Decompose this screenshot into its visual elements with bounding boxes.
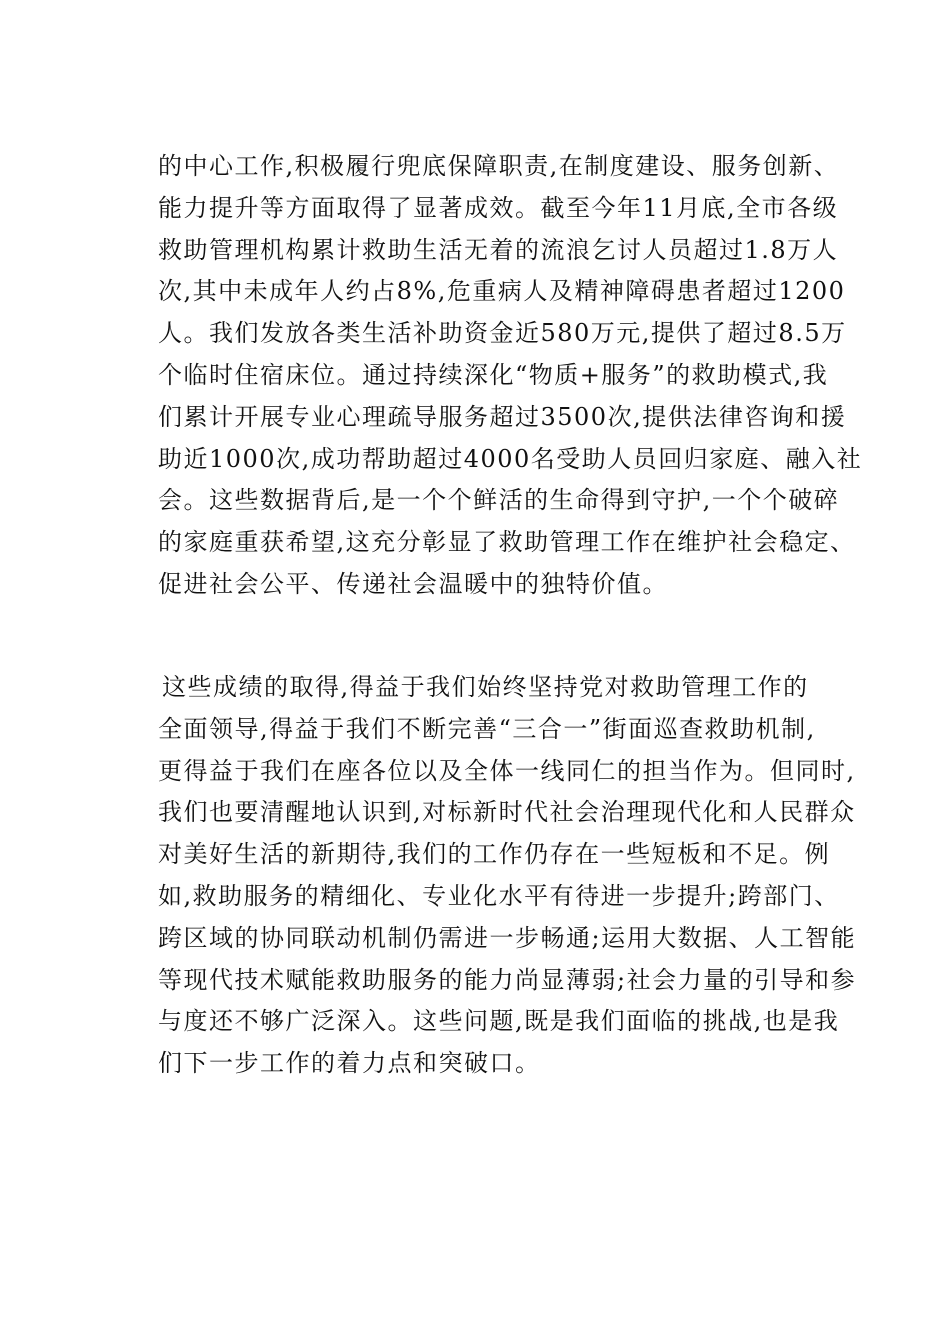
text-line: 更得益于我们在座各位以及全体一线同仁的担当作为。但同时, — [158, 756, 856, 785]
text-line: 能力提升等方面取得了显著成效。截至今年11月底,全市各级 — [158, 193, 839, 222]
text-line: 我们也要清醒地认识到,对标新时代社会治理现代化和人民群众 — [158, 798, 856, 827]
text-line: 对美好生活的新期待,我们的工作仍存在一些短板和不足。例 — [158, 840, 831, 869]
text-line: 的中心工作,积极履行兜底保障职责,在制度建设、服务创新、 — [158, 152, 840, 180]
text-line: 人。我们发放各类生活补助资金近580万元,提供了超过8.5万 — [158, 319, 847, 348]
text-line: 促进社会公平、传递社会温暖中的独特价值。 — [158, 569, 668, 598]
text-line: 们下一步工作的着力点和突破口。 — [158, 1049, 541, 1078]
text-line: 等现代技术赋能救助服务的能力尚显薄弱;社会力量的引导和参 — [158, 965, 857, 994]
text-line: 的家庭重获希望,这充分彰显了救助管理工作在维护社会稳定、 — [158, 528, 856, 557]
text-line: 救助管理机构累计救助生活无着的流浪乞讨人员超过1.8万人 — [158, 235, 839, 264]
paragraph-achievements — [158, 146, 863, 606]
text-line: 如,救助服务的精细化、专业化水平有待进一步提升;跨部门、 — [158, 881, 840, 910]
text-line: 与度还不够广泛深入。这些问题,既是我们面临的挑战,也是我 — [158, 1007, 840, 1036]
text-line: 跨区域的协同联动机制仍需进一步畅通;运用大数据、人工智能 — [158, 923, 857, 952]
paragraph-shortcomings — [158, 667, 857, 1085]
text-line: 个临时住宿床位。通过持续深化“物质+服务”的救助模式,我 — [158, 360, 829, 389]
text-line: 们累计开展专业心理疏导服务超过3500次,提供法律咨询和援 — [158, 402, 847, 431]
text-line: 这些成绩的取得,得益于我们始终坚持党对救助管理工作的 — [162, 673, 809, 701]
text-line: 会。这些数据背后,是一个个鲜活的生命得到守护,一个个破碎 — [158, 486, 840, 515]
text-line: 助近1000次,成功帮助超过4000名受助人员回归家庭、融入社 — [158, 444, 863, 473]
text-line: 全面领导,得益于我们不断完善“三合一”街面巡查救助机制, — [158, 714, 816, 743]
text-line: 次,其中未成年人约占8%,危重病人及精神障碍患者超过1200 — [158, 277, 846, 306]
